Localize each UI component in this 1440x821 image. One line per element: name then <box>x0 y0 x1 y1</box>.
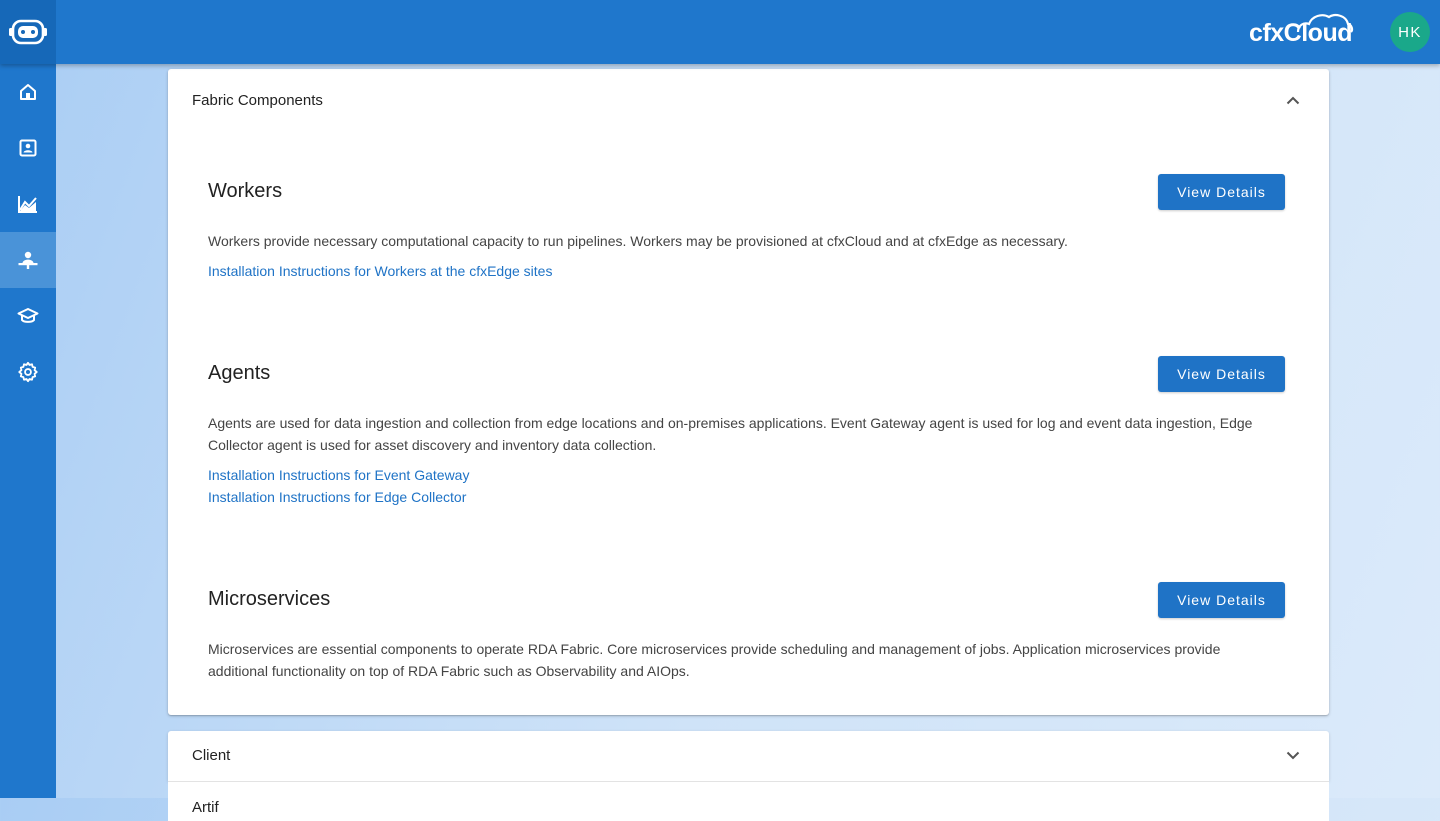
microservices-description-line-2: additional functionality on top of RDA Fabric such as Observability and AIOps. <box>208 663 690 679</box>
artifacts-panel <box>168 781 1329 821</box>
artifacts-title: Artif <box>192 799 219 816</box>
microservices-description-line-1: Microservices are essential components to operate RDA Fabric. Core microservices provide scheduling and management of jobs. Application microservices provide <box>208 641 1221 657</box>
microservices-title: Microservices <box>208 588 331 610</box>
user-avatar[interactable]: HK <box>1390 12 1430 52</box>
sidebar <box>0 64 56 798</box>
fabric-components-panel <box>168 69 1329 715</box>
chevron-down-icon[interactable] <box>1281 743 1305 767</box>
fabric-components-title: Fabric Components <box>192 91 323 109</box>
client-header[interactable] <box>168 731 1329 779</box>
workers-description: Workers provide necessary computational capacity to run pipelines. Workers may be provisioned at cfxCloud and at cfxEdge as necessary. <box>208 233 1068 249</box>
app-logo[interactable] <box>0 0 56 64</box>
sidebar-item-learning[interactable] <box>0 288 56 344</box>
artifacts-header[interactable] <box>168 782 1329 816</box>
chart-icon <box>17 194 39 214</box>
brand-logo <box>1249 14 1352 50</box>
workers-view-details-button[interactable]: View Details <box>1158 174 1285 210</box>
agents-description-line-2: Collector agent is used for asset discovery and inventory data collection. <box>208 437 657 453</box>
microservices-view-details-button[interactable]: View Details <box>1158 582 1285 618</box>
fabric-components-header[interactable] <box>168 69 1329 131</box>
home-icon <box>18 82 38 102</box>
client-title: Client <box>192 746 231 764</box>
sidebar-item-contacts[interactable] <box>0 120 56 176</box>
robot-logo-icon <box>8 17 48 47</box>
sidebar-item-settings[interactable] <box>0 344 56 400</box>
brand-text: cfxCloud <box>1249 19 1352 47</box>
gear-icon <box>17 361 39 383</box>
workers-install-link[interactable]: Installation Instructions for Workers at the cfxEdge sites <box>208 263 553 279</box>
agents-title: Agents <box>208 362 271 384</box>
graduation-cap-icon <box>17 306 39 326</box>
sidebar-item-fabric[interactable] <box>0 232 56 288</box>
chevron-up-icon[interactable] <box>1281 88 1305 112</box>
user-desk-icon <box>17 250 39 270</box>
edge-collector-install-link[interactable]: Installation Instructions for Edge Collector <box>208 489 467 505</box>
workers-title: Workers <box>208 180 283 202</box>
top-bar <box>0 0 1440 64</box>
event-gateway-install-link[interactable]: Installation Instructions for Event Gateway <box>208 467 470 483</box>
agents-view-details-button[interactable]: View Details <box>1158 356 1285 392</box>
sidebar-item-home[interactable] <box>0 64 56 120</box>
contact-card-icon <box>18 138 38 158</box>
sidebar-item-analytics[interactable] <box>0 176 56 232</box>
agents-description-line-1: Agents are used for data ingestion and collection from edge locations and on-premises applications. Event Gateway agent is used for log and event data ingestion, Edge <box>208 415 1253 431</box>
client-panel <box>168 731 1329 781</box>
